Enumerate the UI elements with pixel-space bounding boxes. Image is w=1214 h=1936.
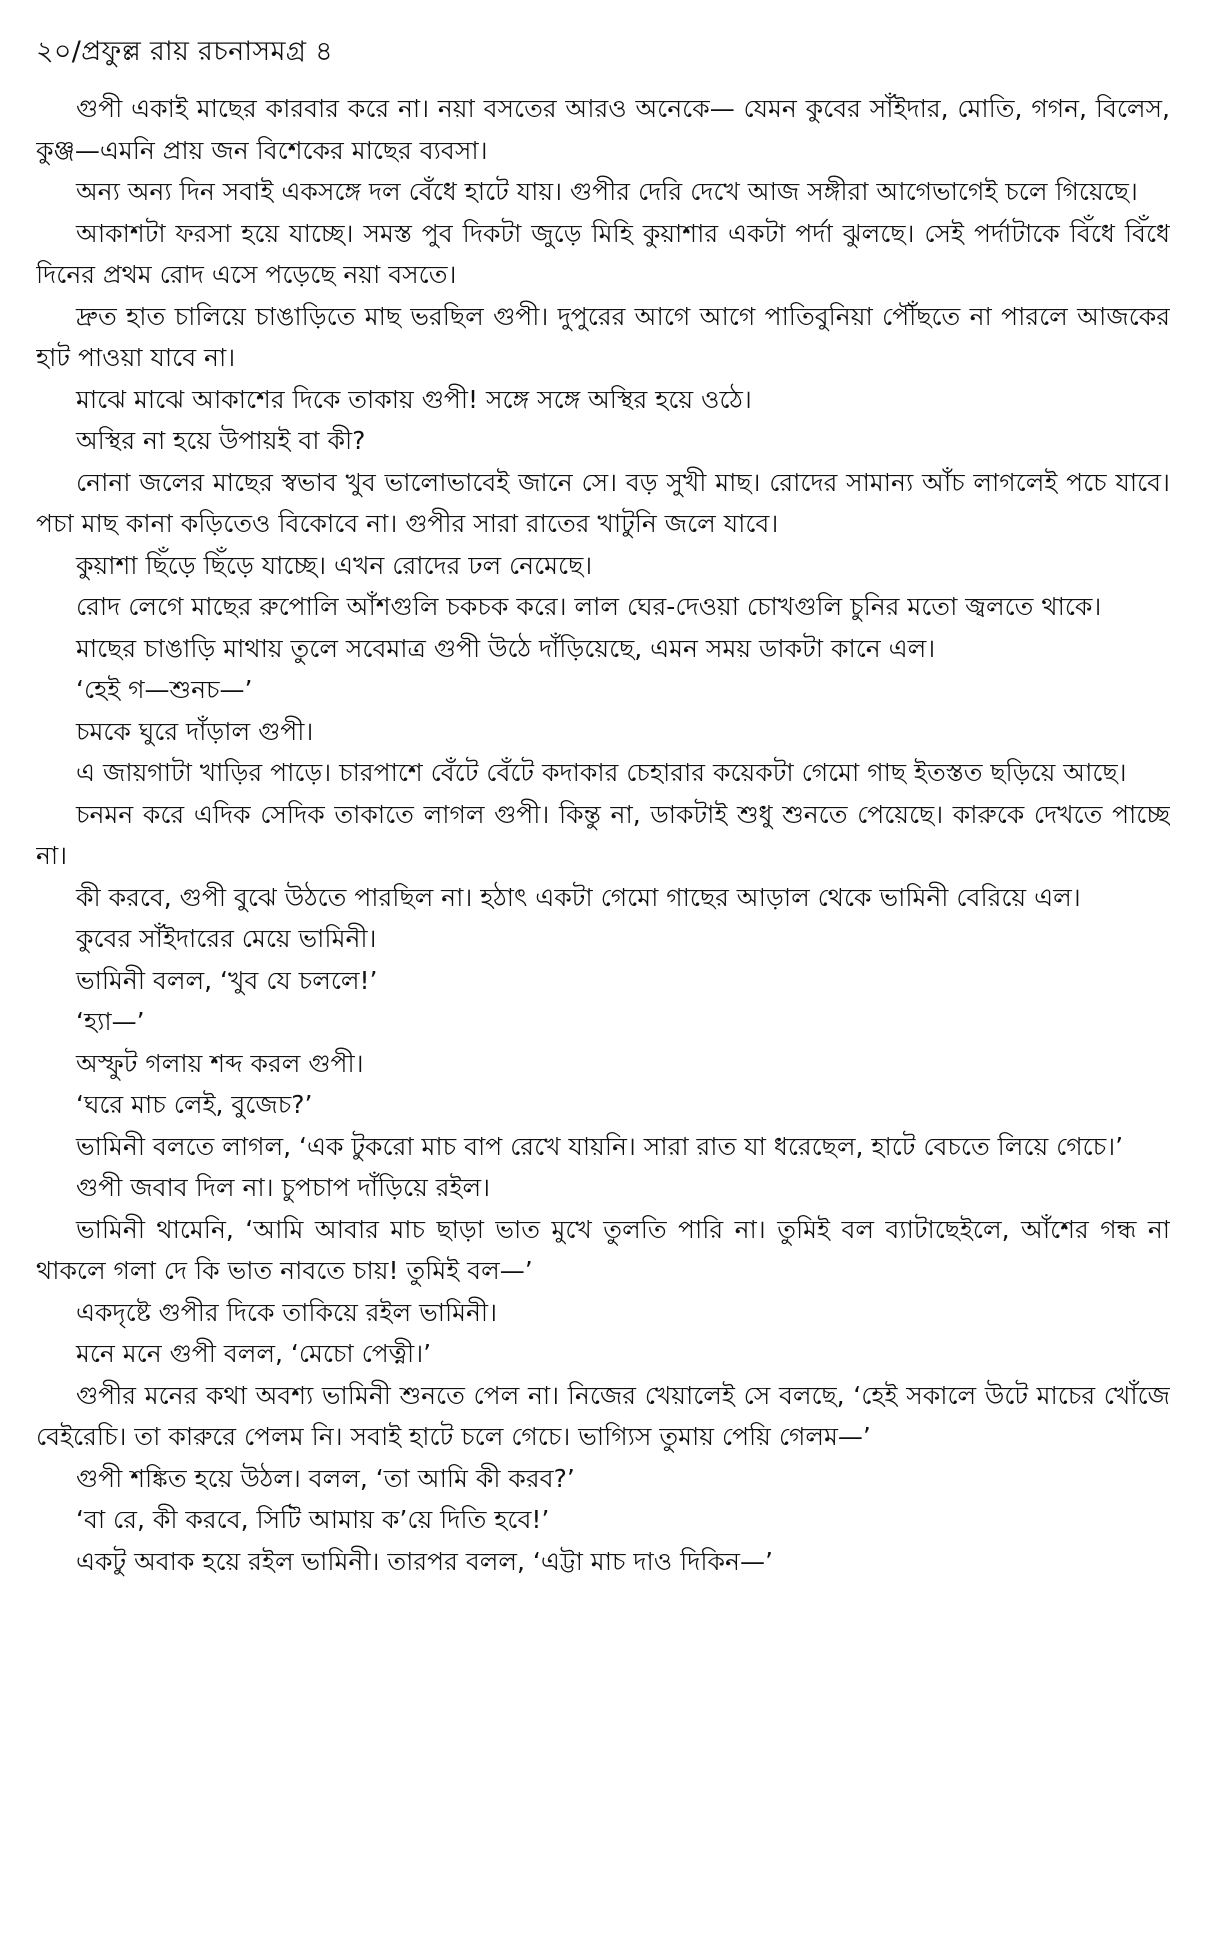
paragraph: ‘বা রে, কী করবে, সিটি আমায় ক’য়ে দিতি হবে!’ bbox=[76, 1505, 550, 1534]
paragraph: গুপী জবাব দিল না। চুপচাপ দাঁড়িয়ে রইল। bbox=[76, 1173, 491, 1202]
paragraph: অস্ফুট গলায় শব্দ করল গুপী। bbox=[76, 1048, 364, 1078]
paragraph: একটু অবাক হয়ে রইল ভামিনী। তারপর বলল, ‘এট্টা মাচ দাও দিকিন—’ bbox=[76, 1546, 773, 1576]
book-page bbox=[36, 32, 1170, 1912]
body-text bbox=[36, 88, 1170, 1582]
paragraph: ভামিনী বলল, ‘খুব যে চললে!’ bbox=[76, 965, 378, 995]
paragraph: ‘ঘরে মাচ লেই, বুজেচ?’ bbox=[76, 1090, 313, 1119]
paragraph: কুয়াশা ছিঁড়ে ছিঁড়ে যাচ্ছে। এখন রোদের ঢল নেমেছে। bbox=[76, 550, 593, 580]
paragraph: দ্রুত হাত চালিয়ে চাঙাড়িতে মাছ ভরছিল গুপী। দুপুরের আগে আগে পাতিবুনিয়া পৌঁছতে না পারলে আজকের হাট পাওয়া যাবে না। bbox=[36, 301, 1170, 372]
paragraph: মনে মনে গুপী বলল, ‘মেচো পেত্নী।’ bbox=[76, 1339, 432, 1368]
paragraph: গুপীর মনের কথা অবশ্য ভামিনী শুনতে পেল না। নিজের খেয়ালেই সে বলছে, ‘হেই সকালে উটে মাচের খোঁজে বেইরেচি। তা কারুরে পেলম নি। সবাই হাটে চলে গেচে। ভাগ্যিস তুমায় পেয়ি গেলম—’ bbox=[36, 1380, 1170, 1451]
paragraph: অস্থির না হয়ে উপায়ই বা কী? bbox=[76, 426, 366, 455]
paragraph: অন্য অন্য দিন সবাই একসঙ্গে দল বেঁধে হাটে যায়। গুপীর দেরি দেখে আজ সঙ্গীরা আগেভাগেই চলে গিয়েছে। bbox=[76, 177, 1138, 206]
paragraph: একদৃষ্টে গুপীর দিকে তাকিয়ে রইল ভামিনী। bbox=[76, 1297, 498, 1327]
paragraph: মাঝে মাঝে আকাশের দিকে তাকায় গুপী! সঙ্গে সঙ্গে অস্থির হয়ে ওঠে। bbox=[76, 384, 752, 414]
paragraph: রোদ লেগে মাছের রুপোলি আঁশগুলি চকচক করে। লাল ঘের-দেওয়া চোখগুলি চুনির মতো জ্বলতে থাকে। bbox=[76, 592, 1102, 621]
paragraph: নোনা জলের মাছের স্বভাব খুব ভালোভাবেই জানে সে। বড় সুখী মাছ। রোদের সামান্য আঁচ লাগলেই পচে যাবে। পচা মাছ কানা কড়িতেও বিকোবে না। গুপীর সারা রাতের খাটুনি জলে যাবে। bbox=[36, 467, 1170, 538]
paragraph: ‘হেই গ—শুনচ—’ bbox=[76, 675, 253, 704]
paragraph: গুপী শঙ্কিত হয়ে উঠল। বলল, ‘তা আমি কী করব?’ bbox=[76, 1463, 575, 1493]
paragraph: কুবের সাঁইদারের মেয়ে ভামিনী। bbox=[76, 924, 377, 953]
paragraph: ‘হ্যা—’ bbox=[76, 1007, 145, 1036]
paragraph: চনমন করে এদিক সেদিক তাকাতে লাগল গুপী। কিন্তু না, ডাকটাই শুধু শুনতে পেয়েছে। কারুকে দেখতে পাচ্ছে না। bbox=[36, 799, 1170, 870]
running-head: ২০/প্রফুল্ল রায় রচনাসমগ্র ৪ bbox=[36, 36, 333, 67]
paragraph: ভামিনী থামেনি, ‘আমি আবার মাচ ছাড়া ভাত মুখে তুলতি পারি না। তুমিই বল ব্যাটাছেইলে, আঁশের গন্ধ না থাকলে গলা দে কি ভাত নাবতে চায়! তুমিই বল—’ bbox=[36, 1214, 1170, 1285]
paragraph: এ জায়গাটা খাড়ির পাড়ে। চারপাশে বেঁটে বেঁটে কদাকার চেহারার কয়েকটা গেমো গাছ ইতস্তত ছড়িয়ে আছে। bbox=[76, 758, 1127, 787]
paragraph: গুপী একাই মাছের কারবার করে না। নয়া বসতের আরও অনেকে— যেমন কুবের সাঁইদার, মোতি, গগন, বিলেস, কুঞ্জ—এমনি প্রায় জন বিশেকের মাছের ব্যবসা। bbox=[36, 94, 1170, 165]
paragraph: মাছের চাঙাড়ি মাথায় তুলে সবেমাত্র গুপী উঠে দাঁড়িয়েছে, এমন সময় ডাকটা কানে এল। bbox=[76, 633, 936, 663]
paragraph: ভামিনী বলতে লাগল, ‘এক টুকরো মাচ বাপ রেখে যায়নি। সারা রাত যা ধরেছেল, হাটে বেচতে লিয়ে গেচে।’ bbox=[76, 1131, 1124, 1161]
paragraph: কী করবে, গুপী বুঝে উঠতে পারছিল না। হঠাৎ একটা গেমো গাছের আড়াল থেকে ভামিনী বেরিয়ে এল। bbox=[76, 882, 1081, 912]
paragraph: চমকে ঘুরে দাঁড়াল গুপী। bbox=[76, 716, 314, 746]
paragraph: আকাশটা ফরসা হয়ে যাচ্ছে। সমস্ত পুব দিকটা জুড়ে মিহি কুয়াশার একটা পর্দা ঝুলছে। সেই পর্দাটাকে বিঁধে বিঁধে দিনের প্রথম রোদ এসে পড়েছে নয়া বসতে। bbox=[36, 218, 1170, 289]
